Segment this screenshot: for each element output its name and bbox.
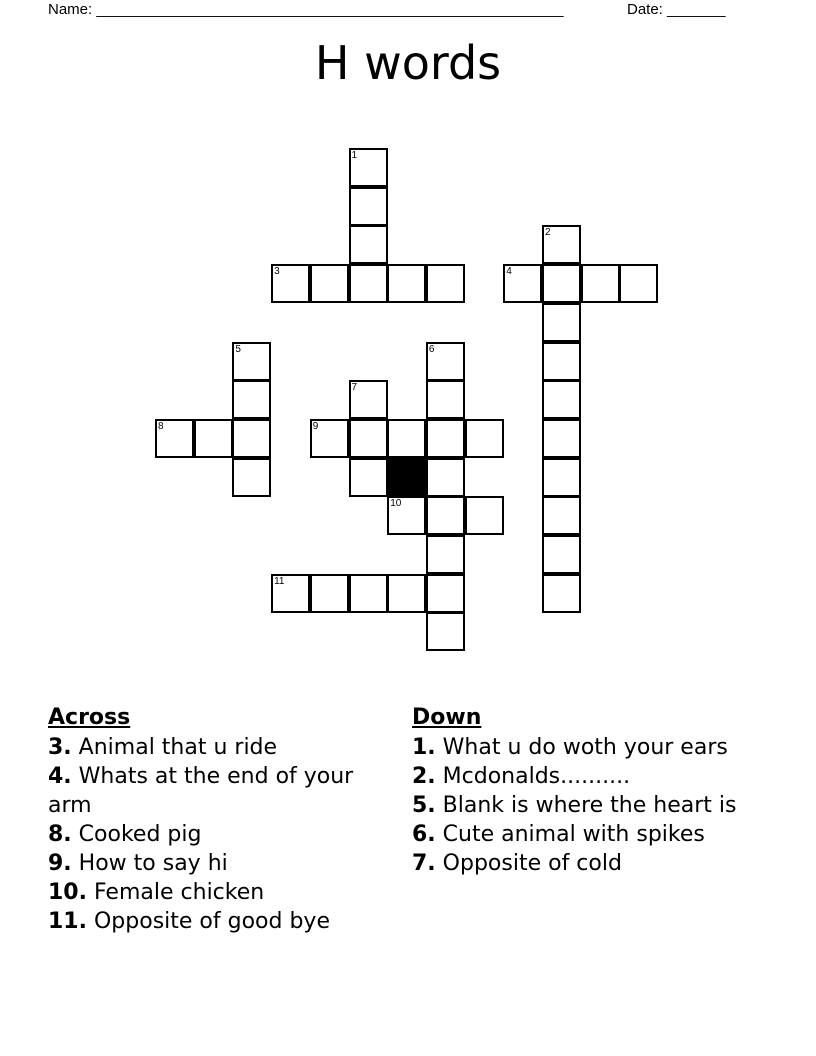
across-clues: [48, 703, 388, 936]
down-clue: [412, 733, 752, 762]
clue-number: 6.: [412, 822, 436, 847]
grid-cell[interactable]: [426, 496, 465, 535]
cell-number: 5: [235, 343, 241, 355]
down-clue: [412, 791, 752, 820]
down-clues: [412, 703, 752, 878]
page-title: H words: [314, 36, 502, 90]
clue-text: Whats at the end of your arm: [48, 764, 354, 818]
grid-cell[interactable]: [271, 574, 310, 613]
grid-cell[interactable]: [349, 264, 388, 303]
grid-cell[interactable]: [271, 264, 310, 303]
down-heading: Down: [412, 705, 482, 730]
across-clue: [48, 733, 388, 762]
grid-cell[interactable]: [232, 419, 271, 458]
clue-text: Mcdonalds..........: [442, 764, 631, 789]
grid-cell[interactable]: [426, 574, 465, 613]
grid-cell[interactable]: [426, 342, 465, 381]
name-field[interactable]: Name: ________________________________________________________: [48, 1, 564, 18]
grid-cell[interactable]: [349, 225, 388, 264]
cell-number: 9: [312, 420, 319, 432]
cell-number: 10: [390, 498, 402, 510]
clue-number: 10.: [48, 880, 87, 905]
across-clue: [48, 878, 388, 907]
grid-cell[interactable]: [426, 419, 465, 458]
clue-number: 9.: [48, 851, 72, 876]
grid-cell[interactable]: [542, 419, 581, 458]
grid-cell[interactable]: [349, 148, 388, 187]
clue-text: Cute animal with spikes: [442, 822, 705, 847]
grid-cell[interactable]: [426, 264, 465, 303]
grid-cell[interactable]: [542, 342, 581, 381]
cell-number: 4: [506, 266, 512, 278]
grid-cell[interactable]: [232, 342, 271, 381]
grid-cell[interactable]: [310, 419, 349, 458]
grid-cell[interactable]: [542, 574, 581, 613]
clue-number: 8.: [48, 822, 72, 847]
grid-cell[interactable]: [349, 419, 388, 458]
grid-cell[interactable]: [349, 574, 388, 613]
down-clue: [412, 762, 752, 791]
clue-text: Opposite of good bye: [93, 909, 330, 934]
black-cell: [387, 458, 426, 497]
across-heading: Across: [48, 705, 131, 730]
grid-cell[interactable]: [426, 535, 465, 574]
down-clue: [412, 849, 752, 878]
grid-cell[interactable]: [465, 419, 504, 458]
grid-cell[interactable]: [310, 264, 349, 303]
clue-number: 5.: [412, 793, 436, 818]
grid-cell[interactable]: [426, 458, 465, 497]
across-clue: [48, 820, 388, 849]
grid-cell[interactable]: [194, 419, 233, 458]
down-clue: [412, 820, 752, 849]
grid-cell[interactable]: [581, 264, 620, 303]
grid-cell[interactable]: [542, 458, 581, 497]
grid-cell[interactable]: [465, 496, 504, 535]
across-clue: [48, 907, 388, 936]
clue-text: Animal that u ride: [78, 735, 278, 760]
grid-cell[interactable]: [542, 303, 581, 342]
cell-number: 7: [351, 382, 358, 394]
grid-cell[interactable]: [349, 380, 388, 419]
clue-text: How to say hi: [78, 851, 228, 876]
grid-cell[interactable]: [232, 458, 271, 497]
clue-number: 11.: [48, 909, 87, 934]
cell-number: 6: [428, 343, 435, 355]
grid-cell[interactable]: [542, 225, 581, 264]
cell-number: 2: [545, 227, 551, 239]
across-clue: [48, 762, 388, 820]
grid-cell[interactable]: [542, 264, 581, 303]
grid-cell[interactable]: [542, 496, 581, 535]
clue-text: Female chicken: [93, 880, 265, 905]
grid-cell[interactable]: [387, 419, 426, 458]
cell-number: 11: [274, 575, 285, 587]
grid-cell[interactable]: [426, 380, 465, 419]
cell-number: 3: [274, 266, 280, 278]
clue-number: 3.: [48, 735, 72, 760]
clue-number: 4.: [48, 764, 72, 789]
across-clue: [48, 849, 388, 878]
cell-number: 1: [351, 150, 358, 161]
grid-cell[interactable]: [503, 264, 542, 303]
clue-text: Cooked pig: [78, 822, 202, 847]
grid-cell[interactable]: [232, 380, 271, 419]
grid-cell[interactable]: [542, 380, 581, 419]
clue-number: 1.: [412, 735, 436, 760]
grid-cell[interactable]: [387, 496, 426, 535]
grid-cell[interactable]: [619, 264, 658, 303]
grid-cell[interactable]: [349, 458, 388, 497]
clue-text: Blank is where the heart is: [442, 793, 737, 818]
clue-number: 2.: [412, 764, 436, 789]
clue-text: What u do woth your ears: [442, 735, 728, 760]
grid-cell[interactable]: [542, 535, 581, 574]
grid-cell[interactable]: [310, 574, 349, 613]
date-field[interactable]: Date: _______: [627, 1, 726, 18]
clue-text: Opposite of cold: [442, 851, 622, 876]
grid-cell[interactable]: [387, 574, 426, 613]
cell-number: 8: [158, 420, 164, 432]
grid-cell[interactable]: [426, 612, 465, 651]
grid-cell[interactable]: [155, 419, 194, 458]
grid-cell[interactable]: [349, 187, 388, 226]
grid-cell[interactable]: [387, 264, 426, 303]
clue-number: 7.: [412, 851, 436, 876]
